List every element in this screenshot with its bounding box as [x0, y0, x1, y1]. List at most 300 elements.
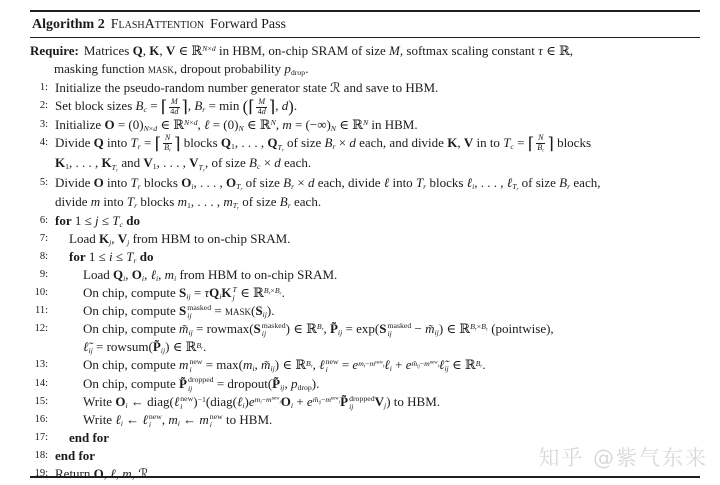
- math-token: O: [93, 466, 104, 482]
- subscript: [332, 143, 335, 152]
- math-token: B: [283, 174, 292, 190]
- fraction: $\frac{M}{4d}$: [170, 96, 179, 116]
- line-number: 12:: [34, 323, 48, 335]
- math-token: m: [199, 412, 209, 428]
- math-token: r: [291, 181, 295, 191]
- math-token: j: [232, 292, 235, 302]
- math-token: ij: [186, 292, 191, 302]
- algo-text-line: Initialize the pseudo-random number generator state ℛ and save to HBM.: [55, 80, 439, 95]
- subscript: [109, 238, 111, 247]
- subscript: [236, 182, 242, 191]
- math-token: ℓ: [115, 412, 121, 428]
- algo-line-8: [30, 248, 700, 266]
- math-token: m: [282, 117, 292, 133]
- math-token: O: [115, 393, 126, 409]
- math-token: m: [179, 357, 189, 373]
- math-token: ij: [270, 364, 275, 374]
- math-token: K: [101, 155, 112, 171]
- math-token: i: [189, 365, 192, 375]
- subscript: [257, 163, 260, 172]
- math-token: m̃: [179, 321, 189, 337]
- math-token: O: [181, 174, 192, 190]
- line-content: [55, 302, 700, 320]
- math-token: S: [255, 303, 263, 319]
- math-token: i: [219, 292, 222, 302]
- math-token: Q: [209, 284, 220, 300]
- line-content: [55, 266, 700, 284]
- math-token: i: [120, 419, 123, 429]
- math-token: ℓ: [319, 357, 325, 373]
- math-token: ij: [417, 363, 420, 369]
- math-token: Q: [267, 135, 278, 151]
- math-token: ij: [261, 329, 267, 339]
- math-token: V: [463, 135, 474, 151]
- algo-line-10: [30, 284, 700, 302]
- math-token: ⌈: [154, 134, 162, 154]
- math-token: c: [202, 167, 205, 173]
- subscript: [542, 149, 544, 154]
- math-token: m: [242, 357, 253, 373]
- algo-line-15: [30, 393, 700, 411]
- superscript: m̃ij−mnewi: [312, 394, 341, 406]
- math-token: B: [559, 174, 568, 190]
- require-line: masking function mask, dropout probability pdrop.: [54, 61, 309, 78]
- math-token: B: [196, 340, 202, 350]
- algo-text-line: On chip, compute S masked ij = mask(Sij).: [83, 302, 275, 321]
- math-token: ij: [318, 400, 321, 406]
- sup-sub-stack: dropped ij: [349, 393, 375, 411]
- math-token: p: [284, 61, 291, 76]
- math-token: Q: [93, 135, 104, 151]
- subscript: [233, 201, 239, 210]
- sup-sub-stack: [233, 286, 237, 302]
- math-token: N: [143, 124, 149, 134]
- math-token: ij: [188, 328, 193, 338]
- math-token: K: [149, 43, 160, 58]
- fraction: [535, 134, 546, 154]
- math-token: i: [389, 364, 392, 374]
- math-token: i: [180, 401, 183, 411]
- math-token: ℓ: [110, 466, 116, 482]
- line-number: 13:: [34, 359, 48, 371]
- math-token: i: [252, 364, 255, 374]
- subscript: [169, 149, 171, 154]
- subscript: [280, 383, 284, 392]
- math-token: r: [137, 142, 141, 152]
- math-token: c: [542, 148, 545, 154]
- line-number: 8:: [39, 250, 48, 262]
- line-number: 2:: [39, 100, 48, 111]
- algo-text-line: On chip, compute P̃ dropped ij = dropout(P̃ij, pdrop).: [83, 375, 320, 393]
- math-token: ij: [187, 311, 192, 321]
- line-content: [55, 116, 700, 134]
- algo-line-14: [30, 375, 700, 393]
- subscript: [238, 125, 243, 134]
- superscript: Br×Bc: [470, 322, 488, 333]
- math-token: m: [369, 358, 376, 368]
- subscript: [123, 274, 125, 283]
- math-token: i: [437, 363, 439, 369]
- subscript: [567, 182, 570, 191]
- math-token: for: [55, 212, 72, 228]
- math-token: O: [104, 117, 115, 133]
- subscript: [291, 401, 293, 410]
- subscript: [186, 292, 190, 301]
- bottom-rule: [30, 476, 700, 478]
- math-token: N: [164, 133, 171, 143]
- line-number: 1:: [39, 82, 48, 93]
- subscript: [269, 291, 271, 296]
- math-token: c: [116, 167, 119, 173]
- sup-sub-stack: masked ij: [187, 302, 212, 321]
- sup-sub-stack: dropped ij: [188, 375, 214, 393]
- subscript: [127, 238, 129, 247]
- superscript: [476, 359, 483, 368]
- math-token: O: [226, 174, 237, 190]
- subscript: [311, 364, 313, 369]
- algo-text-line: for 1 ≤ i ≤ Tr do: [69, 248, 154, 266]
- line-content: [55, 134, 700, 173]
- math-token: r: [310, 363, 313, 369]
- math-token: i: [472, 181, 475, 191]
- subscript: 1: [187, 200, 191, 210]
- algo-text-line: Divide O into Tr blocks Oi, . . . , OTr of size Br × d each, divide ℓ into Tr blocks ℓi, . . . , ℓTr of size Br each,: [55, 174, 601, 193]
- math-token: e: [352, 357, 359, 373]
- line-content: [55, 411, 700, 429]
- sup-sub-stack: new i: [148, 411, 162, 430]
- math-token: ℝ: [185, 339, 197, 355]
- math-token: for: [69, 248, 86, 264]
- math-token: i: [290, 401, 294, 410]
- math-token: ℝ: [352, 117, 363, 133]
- math-token: N: [362, 118, 369, 128]
- algorithm-name: FlashAttention: [110, 17, 205, 32]
- sup-sub-stack: new i: [189, 357, 203, 375]
- line-content: [55, 356, 700, 374]
- math-token: T: [130, 135, 138, 151]
- math-token: m̃: [312, 394, 319, 404]
- subscript: [475, 328, 477, 333]
- algo-line-6: [30, 212, 700, 230]
- math-token: ℓ: [384, 357, 390, 373]
- line-content: [55, 97, 700, 116]
- subscript: [125, 401, 127, 410]
- math-token: ij: [337, 328, 343, 338]
- math-token: j: [95, 212, 99, 228]
- math-token: B: [481, 322, 486, 332]
- math-token: ij: [188, 383, 193, 393]
- subscript: [112, 163, 118, 172]
- superscript: −1: [197, 394, 206, 404]
- superscript: new: [429, 360, 438, 366]
- superscript: mi−mnewi: [358, 358, 385, 369]
- subscript: [270, 365, 274, 374]
- algorithm-box: [30, 10, 700, 483]
- subscript: [191, 182, 193, 191]
- algo-text-line: On chip, compute m̃ij = rowmax(S masked ij ) ∈ ℝ$^{Br}$, P̃ij = exp(S masked ij − m̃ij) ∈ ℝ$^{Br\times Bc}$ (pointwise),: [83, 321, 554, 339]
- math-token: r: [474, 327, 477, 333]
- math-token: M: [258, 96, 266, 106]
- algo-text-line: Write ℓi ← ℓ new i , mi ← m new i to HBM.: [83, 411, 273, 430]
- subscript: [263, 310, 267, 319]
- subscript: [156, 274, 158, 283]
- line-number: 9:: [39, 268, 48, 280]
- math-token: d: [211, 44, 216, 54]
- math-token: c: [256, 162, 261, 172]
- math-token: r: [169, 148, 171, 154]
- subscript: [88, 347, 92, 356]
- subscript: [282, 148, 284, 153]
- math-token: ℓ: [506, 174, 513, 190]
- math-token: j: [109, 238, 112, 248]
- superscript: new: [271, 396, 280, 402]
- math-token: V: [143, 155, 153, 171]
- math-token: r: [287, 200, 291, 210]
- math-token: ℝ: [459, 321, 471, 337]
- math-token: T: [277, 142, 282, 152]
- line-number: 3:: [39, 119, 48, 131]
- math-token: B: [263, 286, 269, 295]
- algo-text-line: On chip, compute m new i = max(mi, m̃ij) ∈ ℝ$^{Br}$, ℓ new i = $e^{mi-m^{new}i}\ell i$ + $e^{m̃ij-m^{new}i}\ell̃ij$ ∈ ℝ$^{Br}$.: [83, 357, 486, 375]
- subscript: [178, 419, 180, 428]
- sup-sub-stack: masked ij: [387, 321, 412, 339]
- math-token: i: [109, 248, 113, 264]
- algo-text-line: K1, . . . , KTc and V1, . . . , VTc, of size Bc × d each.: [55, 155, 312, 173]
- algo-line-5: [30, 174, 700, 212]
- math-token: r: [332, 142, 336, 152]
- math-token: S: [179, 284, 187, 300]
- math-token: ℝ: [464, 357, 476, 373]
- math-token: m: [90, 193, 101, 209]
- algo-line-12: [30, 320, 700, 356]
- subscript: [237, 206, 239, 211]
- math-token: T: [503, 135, 511, 151]
- line-content: [55, 375, 700, 393]
- line-content: [55, 320, 700, 356]
- math-token: M: [389, 43, 400, 58]
- math-token: m̃: [425, 321, 435, 337]
- algo-text-line: divide m into Tr blocks m1, . . . , mTr of size Br each.: [55, 193, 322, 212]
- math-token: d: [281, 98, 289, 113]
- math-token: ⌈: [248, 97, 255, 117]
- algo-text-line: Write Oi ← diag(ℓ new i )$^{-1}(diag(\ell i)e^{mi-m^{new}i}Oi$ + $e^{m̃ij-m^{new}i}P̃$ dropped ij Vj) to HBM.: [83, 393, 440, 411]
- math-token: ij: [434, 328, 439, 338]
- algo-line-3: [30, 116, 700, 134]
- subscript: [252, 365, 254, 374]
- math-token: ij: [88, 346, 93, 356]
- subscript: [278, 143, 284, 152]
- math-token: S: [253, 321, 261, 337]
- subscript: [472, 182, 474, 191]
- math-token: ij: [280, 382, 285, 392]
- math-token: p: [290, 375, 298, 391]
- math-token: B: [316, 322, 322, 332]
- math-token: T: [232, 284, 237, 294]
- superscript: [363, 118, 368, 127]
- require-block: [30, 42, 700, 78]
- math-token: r: [134, 200, 138, 210]
- subscript: [480, 364, 482, 369]
- math-token: τ: [204, 284, 210, 300]
- algo-text-line: Initialize O = (0)N×d ∈ ℝ$^{N\times d}$, ℓ = (0)N ∈ ℝ$^N$, m = (−∞)N ∈ ℝ$^N$ in HBM.: [55, 117, 418, 134]
- subscript: [318, 400, 321, 405]
- line-number: 16:: [34, 414, 48, 426]
- subscript: [510, 143, 513, 152]
- math-token: B: [164, 143, 170, 153]
- math-token: i: [177, 419, 180, 429]
- subscript: [338, 328, 342, 337]
- line-content: [55, 248, 700, 266]
- math-token: r: [237, 206, 239, 212]
- math-token: i: [382, 363, 385, 369]
- subscript: [280, 291, 282, 296]
- math-token: ℓ: [173, 393, 180, 409]
- math-token: m: [254, 394, 261, 404]
- line-content: [55, 79, 700, 97]
- math-token: d: [174, 106, 179, 116]
- superscript: N×d: [202, 44, 216, 54]
- subscript: [134, 201, 137, 210]
- math-token: K: [55, 155, 66, 171]
- math-token: i: [279, 400, 281, 406]
- math-token: m: [358, 358, 364, 368]
- line-content: [55, 284, 700, 302]
- fraction: $\frac{M}{4d}$: [257, 96, 266, 116]
- math-token: P̃: [340, 393, 349, 409]
- subscript: [121, 419, 123, 428]
- line-content: [55, 393, 700, 411]
- math-token: d: [261, 106, 266, 116]
- math-token: m: [325, 394, 331, 404]
- math-token: c: [485, 327, 488, 333]
- subscript: [201, 346, 203, 351]
- math-token: ij: [262, 310, 267, 320]
- math-token: B: [135, 98, 144, 113]
- math-token: d: [193, 118, 198, 128]
- math-token: r: [201, 345, 203, 351]
- algorithm-header: [30, 12, 700, 38]
- line-number: 14:: [34, 377, 48, 389]
- math-token: ij: [160, 346, 166, 356]
- subscript: N×d: [143, 124, 158, 134]
- sup-sub-stack: new i: [180, 393, 194, 411]
- math-token: τ: [538, 43, 543, 58]
- line-number: 11:: [34, 305, 48, 317]
- math-token: d: [307, 174, 315, 190]
- subscript: [288, 201, 291, 210]
- subscript: 1: [65, 162, 70, 172]
- math-token: m: [177, 193, 187, 209]
- algo-text-line: Load Qi, Oi, ℓi, mi from HBM to on-chip SRAM.: [83, 266, 338, 284]
- subscript: [512, 182, 518, 191]
- subscript: [384, 401, 386, 410]
- subscript: [138, 143, 141, 152]
- math-token: i: [141, 274, 145, 284]
- math-token: ℓ: [142, 412, 148, 428]
- subscript: [174, 274, 176, 283]
- math-token: B: [324, 135, 333, 151]
- subscript: [331, 125, 336, 134]
- algorithm-subtitle: Forward Pass: [210, 17, 287, 32]
- math-token: r: [133, 256, 137, 266]
- superscript: Br×Bc: [263, 286, 282, 297]
- subscript: [260, 400, 261, 405]
- math-token: r: [137, 181, 141, 191]
- math-token: ℝ: [295, 357, 307, 373]
- math-token: m̃: [411, 358, 418, 368]
- math-token: r: [423, 181, 427, 191]
- subscript: [517, 187, 519, 192]
- subscript: [291, 182, 294, 191]
- line-number: 17:: [34, 432, 48, 444]
- math-token: V: [117, 230, 128, 246]
- math-token: B: [194, 98, 203, 113]
- math-token: c: [510, 142, 514, 152]
- math-token: i: [325, 365, 328, 375]
- subscript: [444, 365, 448, 374]
- math-token: ℓ: [383, 174, 390, 190]
- math-token: mask: [147, 61, 174, 76]
- require-keyword: Require:: [30, 43, 79, 58]
- line-content: [55, 212, 700, 230]
- subscript: [390, 365, 392, 374]
- superscript: N×d: [184, 118, 198, 128]
- algo-text-line: Divide Q into Tr = ⌈ $\frac{N}{Br}$ ⌉ blocks Q1, . . . , QTr of size Br × d each, and divide K, V in to Tc = ⌈ $\frac{N}{Bc}$ ⌉ blocks: [55, 133, 592, 154]
- math-token: mask: [224, 303, 251, 319]
- math-token: T: [512, 181, 517, 191]
- algo-line-1: [30, 79, 700, 97]
- subscript: [364, 364, 365, 369]
- math-token: Q: [132, 43, 143, 58]
- math-token: m̃: [261, 357, 271, 373]
- math-token: do: [136, 248, 154, 264]
- math-token: P̃: [152, 339, 161, 355]
- math-token: Q: [220, 135, 232, 151]
- algo-line-13: [30, 356, 700, 374]
- superscript: [271, 118, 276, 127]
- superscript: mi−mnewi: [254, 394, 281, 406]
- math-token: B: [274, 286, 280, 295]
- math-token: r: [281, 147, 284, 153]
- algo-line-2: [30, 97, 700, 116]
- math-token: i: [260, 400, 262, 406]
- subscript: [142, 274, 144, 283]
- math-token: B: [279, 193, 288, 209]
- sup-sub-stack: new i: [325, 357, 339, 375]
- math-token: r: [240, 187, 243, 193]
- math-token: i: [191, 181, 194, 191]
- math-token: r: [516, 187, 519, 193]
- math-token: ℝ: [253, 284, 264, 300]
- math-token: r: [268, 291, 271, 297]
- math-token: end for: [55, 448, 96, 464]
- math-token: V: [374, 393, 385, 409]
- math-token: ℝ: [173, 117, 185, 133]
- math-token: i: [148, 420, 152, 430]
- subscript: [188, 328, 192, 337]
- math-token: ℓ: [466, 174, 473, 190]
- math-token: r: [321, 327, 324, 333]
- math-token: m: [168, 412, 178, 428]
- math-token: K: [447, 135, 458, 151]
- math-token: c: [279, 291, 282, 297]
- superscript: [317, 322, 324, 331]
- line-number: 4:: [39, 137, 48, 149]
- algorithm-label: Algorithm 2: [32, 17, 105, 32]
- line-number: 10:: [34, 286, 48, 298]
- subscript: drop: [297, 382, 312, 392]
- math-token: S: [179, 303, 187, 319]
